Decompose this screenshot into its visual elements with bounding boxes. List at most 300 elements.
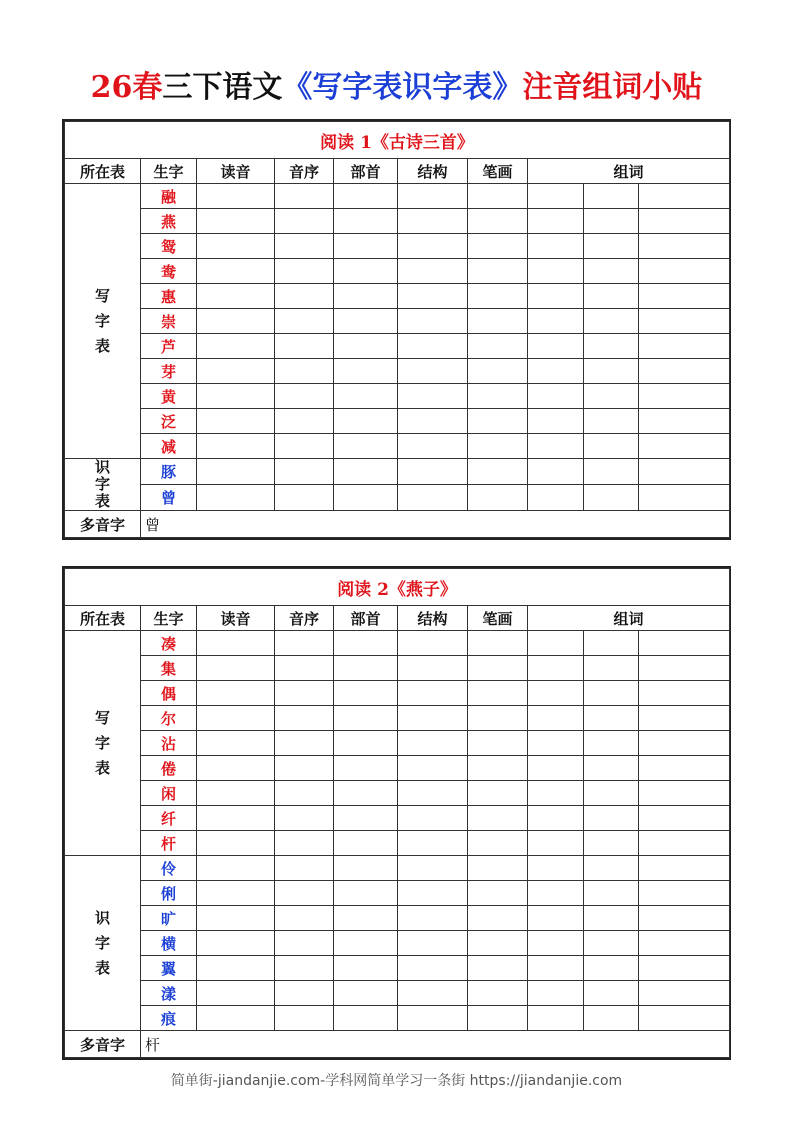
blank-cell[interactable]: [334, 881, 398, 906]
blank-cell[interactable]: [584, 931, 639, 956]
blank-cell[interactable]: [528, 309, 584, 334]
lesson-title: 阅读 2《燕子》: [65, 569, 730, 606]
blank-cell[interactable]: [334, 656, 398, 681]
blank-cell[interactable]: [398, 931, 468, 956]
table-row: [65, 656, 730, 681]
recog-char: 横: [141, 931, 197, 956]
blank-cell[interactable]: [639, 434, 730, 459]
header-reading: 读音: [197, 159, 275, 184]
blank-cell[interactable]: [528, 234, 584, 259]
blank-cell[interactable]: [468, 384, 528, 409]
blank-cell[interactable]: [197, 831, 275, 856]
blank-cell[interactable]: [639, 831, 730, 856]
blank-cell[interactable]: [468, 831, 528, 856]
blank-cell[interactable]: [468, 359, 528, 384]
header-radical: 部首: [334, 159, 398, 184]
blank-cell[interactable]: [468, 1006, 528, 1031]
table-row: [65, 334, 730, 359]
blank-cell[interactable]: [398, 756, 468, 781]
blank-cell[interactable]: [275, 184, 334, 209]
blank-cell[interactable]: [528, 956, 584, 981]
blank-cell[interactable]: [639, 931, 730, 956]
blank-cell[interactable]: [275, 881, 334, 906]
table-row: [65, 259, 730, 284]
blank-cell[interactable]: [584, 409, 639, 434]
blank-cell[interactable]: [334, 806, 398, 831]
blank-cell[interactable]: [398, 981, 468, 1006]
polyphone-label: 多音字: [65, 511, 141, 538]
blank-cell[interactable]: [275, 906, 334, 931]
table-row: [65, 731, 730, 756]
blank-cell[interactable]: [398, 234, 468, 259]
blank-cell[interactable]: [584, 434, 639, 459]
blank-cell[interactable]: [275, 384, 334, 409]
write-char: 黄: [141, 384, 197, 409]
blank-cell[interactable]: [639, 409, 730, 434]
blank-cell[interactable]: [639, 781, 730, 806]
blank-cell[interactable]: [275, 359, 334, 384]
blank-cell[interactable]: [528, 485, 584, 511]
blank-cell[interactable]: [584, 731, 639, 756]
table-row: [65, 309, 730, 334]
blank-cell[interactable]: [275, 656, 334, 681]
footer-text: 简单街-jiandanjie.com-学科网简单学习一条街 https://jiandanjie.com: [170, 1073, 623, 1089]
blank-cell[interactable]: [639, 731, 730, 756]
blank-cell[interactable]: [468, 856, 528, 881]
blank-cell[interactable]: [398, 309, 468, 334]
table-row: [65, 956, 730, 981]
blank-cell[interactable]: [334, 284, 398, 309]
blank-cell[interactable]: [398, 881, 468, 906]
blank-cell[interactable]: [584, 806, 639, 831]
blank-cell[interactable]: [584, 334, 639, 359]
blank-cell[interactable]: [197, 259, 275, 284]
blank-cell[interactable]: [398, 681, 468, 706]
blank-cell[interactable]: [528, 1006, 584, 1031]
blank-cell[interactable]: [639, 806, 730, 831]
table-row: [65, 434, 730, 459]
blank-cell[interactable]: [468, 184, 528, 209]
blank-cell[interactable]: [468, 434, 528, 459]
write-char: 杆: [141, 831, 197, 856]
blank-cell[interactable]: [398, 259, 468, 284]
blank-cell[interactable]: [639, 184, 730, 209]
blank-cell[interactable]: [468, 284, 528, 309]
write-char: 减: [141, 434, 197, 459]
blank-cell[interactable]: [197, 931, 275, 956]
table-row: [65, 284, 730, 309]
blank-cell[interactable]: [584, 706, 639, 731]
blank-cell[interactable]: [528, 434, 584, 459]
blank-cell[interactable]: [528, 856, 584, 881]
blank-cell[interactable]: [398, 781, 468, 806]
blank-cell[interactable]: [639, 656, 730, 681]
blank-cell[interactable]: [584, 956, 639, 981]
blank-cell[interactable]: [398, 956, 468, 981]
write-char: 燕: [141, 209, 197, 234]
blank-cell[interactable]: [528, 359, 584, 384]
blank-cell[interactable]: [275, 284, 334, 309]
blank-cell[interactable]: [468, 681, 528, 706]
blank-cell[interactable]: [275, 1006, 334, 1031]
blank-cell[interactable]: [398, 731, 468, 756]
blank-cell[interactable]: [275, 931, 334, 956]
blank-cell[interactable]: [275, 334, 334, 359]
blank-cell[interactable]: [334, 234, 398, 259]
blank-cell[interactable]: [398, 656, 468, 681]
blank-cell[interactable]: [584, 485, 639, 511]
polyphone-label: 多音字: [65, 1031, 141, 1058]
blank-cell[interactable]: [398, 359, 468, 384]
title-book: 《写字表识字表》: [282, 70, 523, 105]
blank-cell[interactable]: [275, 459, 334, 485]
blank-cell[interactable]: [468, 409, 528, 434]
blank-cell[interactable]: [584, 681, 639, 706]
write-table-label: 写 字 表: [65, 631, 141, 856]
blank-cell[interactable]: [584, 781, 639, 806]
write-char: 纤: [141, 806, 197, 831]
table-row: [65, 881, 730, 906]
write-char: 融: [141, 184, 197, 209]
blank-cell[interactable]: [197, 756, 275, 781]
blank-cell[interactable]: [584, 881, 639, 906]
blank-cell[interactable]: [197, 384, 275, 409]
blank-cell[interactable]: [639, 681, 730, 706]
table-row: [65, 485, 730, 511]
blank-cell[interactable]: [584, 459, 639, 485]
header-reading: 读音: [197, 606, 275, 631]
blank-cell[interactable]: [197, 706, 275, 731]
header-words: 组词: [528, 159, 730, 184]
blank-cell[interactable]: [468, 806, 528, 831]
blank-cell[interactable]: [275, 781, 334, 806]
blank-cell[interactable]: [398, 906, 468, 931]
blank-cell[interactable]: [275, 956, 334, 981]
blank-cell[interactable]: [468, 906, 528, 931]
blank-cell[interactable]: [197, 334, 275, 359]
header-char: 生字: [141, 159, 197, 184]
title-suffix: 注音组词小贴: [522, 70, 703, 105]
header-location: 所在表: [65, 606, 141, 631]
blank-cell[interactable]: [639, 956, 730, 981]
blank-cell[interactable]: [334, 459, 398, 485]
blank-cell[interactable]: [468, 706, 528, 731]
blank-cell[interactable]: [398, 384, 468, 409]
blank-cell[interactable]: [468, 656, 528, 681]
blank-cell[interactable]: [334, 409, 398, 434]
blank-cell[interactable]: [197, 209, 275, 234]
header-order: 音序: [275, 606, 334, 631]
page-title: [0, 68, 793, 108]
blank-cell[interactable]: [197, 856, 275, 881]
blank-cell[interactable]: [639, 881, 730, 906]
header-radical: 部首: [334, 606, 398, 631]
blank-cell[interactable]: [468, 485, 528, 511]
write-char: 凑: [141, 631, 197, 656]
recog-char: 伶: [141, 856, 197, 881]
blank-cell[interactable]: [398, 284, 468, 309]
write-char: 惠: [141, 284, 197, 309]
blank-cell[interactable]: [275, 831, 334, 856]
blank-cell[interactable]: [528, 881, 584, 906]
blank-cell[interactable]: [639, 906, 730, 931]
blank-cell[interactable]: [197, 656, 275, 681]
blank-cell[interactable]: [468, 209, 528, 234]
blank-cell[interactable]: [639, 234, 730, 259]
blank-cell[interactable]: [468, 981, 528, 1006]
blank-cell[interactable]: [468, 334, 528, 359]
blank-cell[interactable]: [584, 259, 639, 284]
blank-cell[interactable]: [584, 906, 639, 931]
blank-cell[interactable]: [398, 409, 468, 434]
blank-cell[interactable]: [528, 459, 584, 485]
blank-cell[interactable]: [398, 459, 468, 485]
blank-cell[interactable]: [334, 1006, 398, 1031]
blank-cell[interactable]: [197, 881, 275, 906]
blank-cell[interactable]: [334, 209, 398, 234]
recog-char: 豚: [141, 459, 197, 485]
blank-cell[interactable]: [275, 309, 334, 334]
table-row: [65, 856, 730, 881]
blank-cell[interactable]: [334, 631, 398, 656]
blank-cell[interactable]: [275, 681, 334, 706]
blank-cell[interactable]: [639, 209, 730, 234]
table-row: [65, 459, 730, 485]
header-strokes: 笔画: [468, 606, 528, 631]
table-row: [65, 409, 730, 434]
blank-cell[interactable]: [639, 309, 730, 334]
write-char: 沾: [141, 731, 197, 756]
blank-cell[interactable]: [197, 906, 275, 931]
blank-cell[interactable]: [334, 706, 398, 731]
blank-cell[interactable]: [275, 434, 334, 459]
blank-cell[interactable]: [584, 284, 639, 309]
blank-cell[interactable]: [334, 359, 398, 384]
blank-cell[interactable]: [334, 731, 398, 756]
blank-cell[interactable]: [528, 756, 584, 781]
blank-cell[interactable]: [398, 334, 468, 359]
blank-cell[interactable]: [639, 485, 730, 511]
header-char: 生字: [141, 606, 197, 631]
blank-cell[interactable]: [398, 631, 468, 656]
blank-cell[interactable]: [197, 781, 275, 806]
blank-cell[interactable]: [197, 1006, 275, 1031]
blank-cell[interactable]: [528, 334, 584, 359]
blank-cell[interactable]: [197, 284, 275, 309]
blank-cell[interactable]: [398, 1006, 468, 1031]
blank-cell[interactable]: [639, 359, 730, 384]
header-words: 组词: [528, 606, 730, 631]
blank-cell[interactable]: [528, 831, 584, 856]
blank-cell[interactable]: [334, 184, 398, 209]
blank-cell[interactable]: [334, 384, 398, 409]
blank-cell[interactable]: [275, 856, 334, 881]
blank-cell[interactable]: [639, 459, 730, 485]
blank-cell[interactable]: [584, 384, 639, 409]
blank-cell[interactable]: [528, 384, 584, 409]
blank-cell[interactable]: [468, 931, 528, 956]
blank-cell[interactable]: [584, 756, 639, 781]
blank-cell[interactable]: [334, 434, 398, 459]
blank-cell[interactable]: [334, 981, 398, 1006]
blank-cell[interactable]: [584, 656, 639, 681]
blank-cell[interactable]: [398, 209, 468, 234]
blank-cell[interactable]: [275, 485, 334, 511]
blank-cell[interactable]: [468, 459, 528, 485]
blank-cell[interactable]: [639, 334, 730, 359]
header-order: 音序: [275, 159, 334, 184]
table-row: [65, 981, 730, 1006]
blank-cell[interactable]: [639, 981, 730, 1006]
blank-cell[interactable]: [584, 309, 639, 334]
blank-cell[interactable]: [275, 631, 334, 656]
blank-cell[interactable]: [528, 931, 584, 956]
blank-cell[interactable]: [639, 756, 730, 781]
blank-cell[interactable]: [639, 856, 730, 881]
blank-cell[interactable]: [528, 631, 584, 656]
blank-cell[interactable]: [275, 409, 334, 434]
blank-cell[interactable]: [197, 981, 275, 1006]
header-location: 所在表: [65, 159, 141, 184]
blank-cell[interactable]: [334, 956, 398, 981]
blank-cell[interactable]: [197, 434, 275, 459]
blank-cell[interactable]: [197, 459, 275, 485]
blank-cell[interactable]: [197, 485, 275, 511]
blank-cell[interactable]: [468, 259, 528, 284]
blank-cell[interactable]: [334, 931, 398, 956]
blank-cell[interactable]: [197, 681, 275, 706]
blank-cell[interactable]: [197, 409, 275, 434]
blank-cell[interactable]: [528, 209, 584, 234]
blank-cell[interactable]: [334, 831, 398, 856]
write-char: 尔: [141, 706, 197, 731]
write-table-label: 写 字 表: [65, 184, 141, 459]
blank-cell[interactable]: [468, 631, 528, 656]
blank-cell[interactable]: [197, 234, 275, 259]
recog-table-label: 识 字 表: [65, 856, 141, 1031]
blank-cell[interactable]: [639, 384, 730, 409]
blank-cell[interactable]: [584, 359, 639, 384]
blank-cell[interactable]: [197, 309, 275, 334]
blank-cell[interactable]: [528, 906, 584, 931]
blank-cell[interactable]: [398, 856, 468, 881]
blank-cell[interactable]: [528, 706, 584, 731]
blank-cell[interactable]: [197, 184, 275, 209]
blank-cell[interactable]: [639, 284, 730, 309]
blank-cell[interactable]: [584, 981, 639, 1006]
table-row: [65, 706, 730, 731]
blank-cell[interactable]: [334, 681, 398, 706]
recog-table-label: 识 字 表: [65, 459, 141, 511]
blank-cell[interactable]: [398, 806, 468, 831]
blank-cell[interactable]: [528, 681, 584, 706]
blank-cell[interactable]: [528, 981, 584, 1006]
blank-cell[interactable]: [528, 656, 584, 681]
blank-cell[interactable]: [197, 806, 275, 831]
header-strokes: 笔画: [468, 159, 528, 184]
table-row: [65, 184, 730, 209]
recog-char: 痕: [141, 1006, 197, 1031]
blank-cell[interactable]: [275, 259, 334, 284]
lesson-table-1: [62, 119, 731, 540]
write-char: 集: [141, 656, 197, 681]
blank-cell[interactable]: [584, 631, 639, 656]
blank-cell[interactable]: [334, 756, 398, 781]
blank-cell[interactable]: [528, 184, 584, 209]
blank-cell[interactable]: [197, 631, 275, 656]
blank-cell[interactable]: [398, 184, 468, 209]
blank-cell[interactable]: [528, 409, 584, 434]
blank-cell[interactable]: [468, 781, 528, 806]
blank-cell[interactable]: [468, 956, 528, 981]
blank-cell[interactable]: [398, 485, 468, 511]
title-subject: 三下语文: [162, 70, 283, 105]
blank-cell[interactable]: [468, 234, 528, 259]
blank-cell[interactable]: [275, 756, 334, 781]
blank-cell[interactable]: [334, 334, 398, 359]
blank-cell[interactable]: [528, 781, 584, 806]
title-year: 26春: [90, 70, 163, 105]
blank-cell[interactable]: [528, 731, 584, 756]
blank-cell[interactable]: [584, 184, 639, 209]
blank-cell[interactable]: [584, 856, 639, 881]
blank-cell[interactable]: [275, 234, 334, 259]
blank-cell[interactable]: [398, 706, 468, 731]
blank-cell[interactable]: [334, 856, 398, 881]
blank-cell[interactable]: [334, 906, 398, 931]
blank-cell[interactable]: [197, 731, 275, 756]
blank-cell[interactable]: [584, 1006, 639, 1031]
blank-cell[interactable]: [197, 359, 275, 384]
blank-cell[interactable]: [528, 806, 584, 831]
blank-cell[interactable]: [275, 806, 334, 831]
blank-cell[interactable]: [584, 209, 639, 234]
recog-char: 旷: [141, 906, 197, 931]
blank-cell[interactable]: [468, 731, 528, 756]
blank-cell[interactable]: [334, 485, 398, 511]
write-char: 鸯: [141, 259, 197, 284]
blank-cell[interactable]: [275, 731, 334, 756]
blank-cell[interactable]: [468, 756, 528, 781]
blank-cell[interactable]: [398, 831, 468, 856]
blank-cell[interactable]: [398, 434, 468, 459]
header-structure: 结构: [398, 159, 468, 184]
blank-cell[interactable]: [468, 881, 528, 906]
blank-cell[interactable]: [584, 234, 639, 259]
blank-cell[interactable]: [275, 706, 334, 731]
blank-cell[interactable]: [639, 706, 730, 731]
blank-cell[interactable]: [639, 631, 730, 656]
blank-cell[interactable]: [334, 309, 398, 334]
blank-cell[interactable]: [275, 209, 334, 234]
blank-cell[interactable]: [528, 284, 584, 309]
table-row: [65, 681, 730, 706]
blank-cell[interactable]: [584, 831, 639, 856]
recog-char: 漾: [141, 981, 197, 1006]
table-row: [65, 906, 730, 931]
write-char: 崇: [141, 309, 197, 334]
blank-cell[interactable]: [197, 956, 275, 981]
lesson-title: 阅读 1《古诗三首》: [65, 122, 730, 159]
blank-cell[interactable]: [528, 259, 584, 284]
blank-cell[interactable]: [468, 309, 528, 334]
blank-cell[interactable]: [639, 1006, 730, 1031]
blank-cell[interactable]: [275, 981, 334, 1006]
blank-cell[interactable]: [334, 781, 398, 806]
recog-char: 曾: [141, 485, 197, 511]
blank-cell[interactable]: [334, 259, 398, 284]
blank-cell[interactable]: [639, 259, 730, 284]
